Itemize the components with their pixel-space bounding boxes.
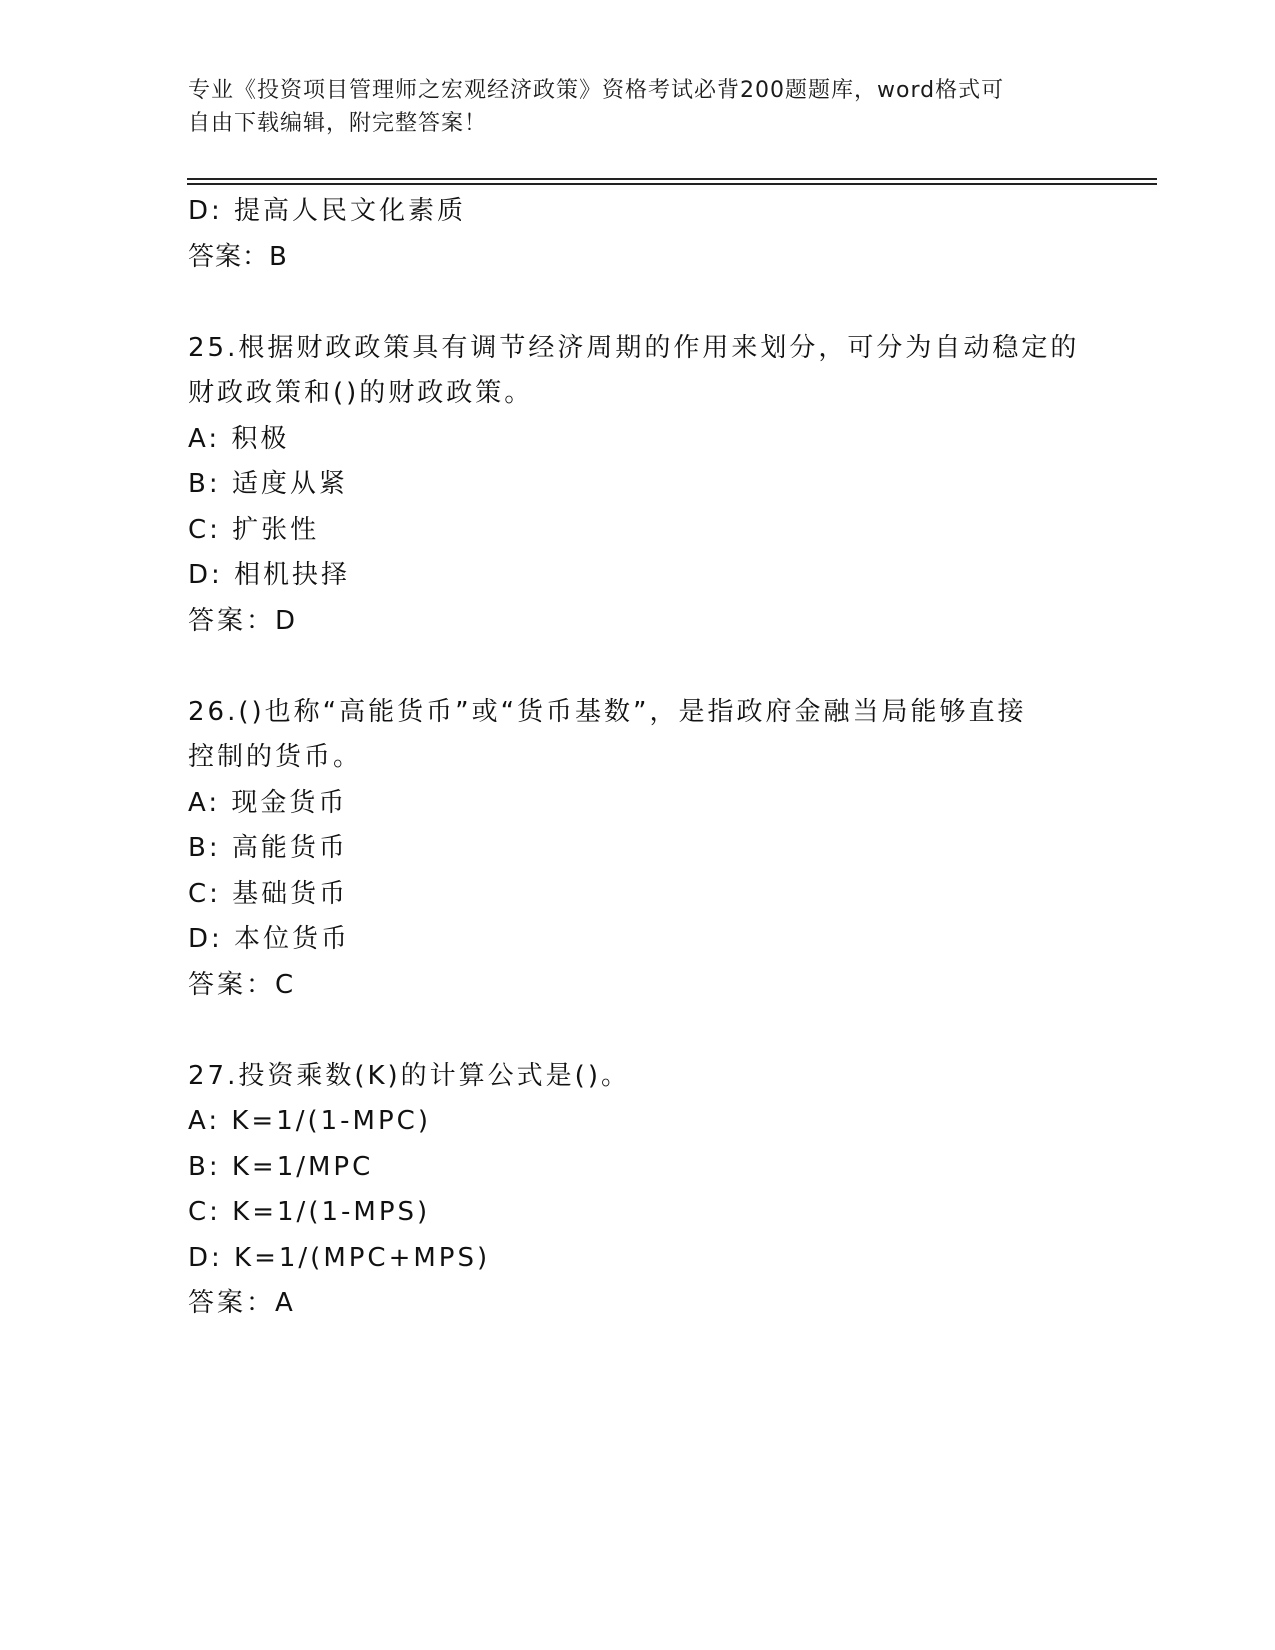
question-27	[188, 1054, 1088, 1327]
option-a: A: K=1/(1-MPC)	[188, 1106, 431, 1136]
answer-line: 答案：D	[188, 605, 299, 636]
option-a: A: 积极	[188, 423, 290, 454]
option-c: C: 扩张性	[188, 514, 320, 545]
option-d: D: K=1/(MPC+MPS)	[188, 1242, 491, 1273]
spacer	[188, 1008, 1088, 1054]
answer-line: 答案：C	[188, 969, 297, 1000]
spacer	[188, 280, 1088, 326]
option-b: B: K=1/MPC	[188, 1151, 374, 1182]
option-d: D: 提高人民文化素质	[188, 196, 467, 226]
question-stem: 26.()也称“高能货币”或“货币基数”，是指政府金融当局能够直接	[188, 696, 1027, 727]
question-stem-continued: 控制的货币。	[188, 742, 363, 772]
spacer	[188, 644, 1088, 690]
header-line-2: 自由下载编辑，附完整答案！	[188, 111, 488, 136]
question-stem: 25.根据财政政策具有调节经济周期的作用来划分，可分为自动稳定的	[188, 332, 1080, 363]
document-header	[188, 74, 1088, 140]
option-b: B: 高能货币	[188, 833, 348, 863]
answer-line: 答案：A	[188, 1288, 296, 1318]
previous-question-tail	[188, 189, 1088, 280]
option-c: C: 基础货币	[188, 878, 349, 909]
option-a: A: 现金货币	[188, 787, 348, 818]
question-stem: 27.投资乘数(K)的计算公式是()。	[188, 1060, 630, 1091]
header-divider-bottom	[187, 183, 1157, 185]
option-b: B: 适度从紧	[188, 469, 348, 499]
question-26	[188, 690, 1088, 1009]
header-line-1: 专业《投资项目管理师之宏观经济政策》资格考试必背200题题库，word格式可	[188, 78, 1005, 103]
question-stem-continued: 财政政策和()的财政政策。	[188, 378, 534, 408]
option-d: D: 本位货币	[188, 924, 351, 954]
answer-line: 答案：B	[188, 241, 288, 272]
option-c: C: K=1/(1-MPS)	[188, 1197, 431, 1227]
question-25	[188, 326, 1088, 645]
header-divider-top	[187, 178, 1157, 180]
question-list	[188, 189, 1088, 1327]
option-d: D: 相机抉择	[188, 560, 351, 590]
